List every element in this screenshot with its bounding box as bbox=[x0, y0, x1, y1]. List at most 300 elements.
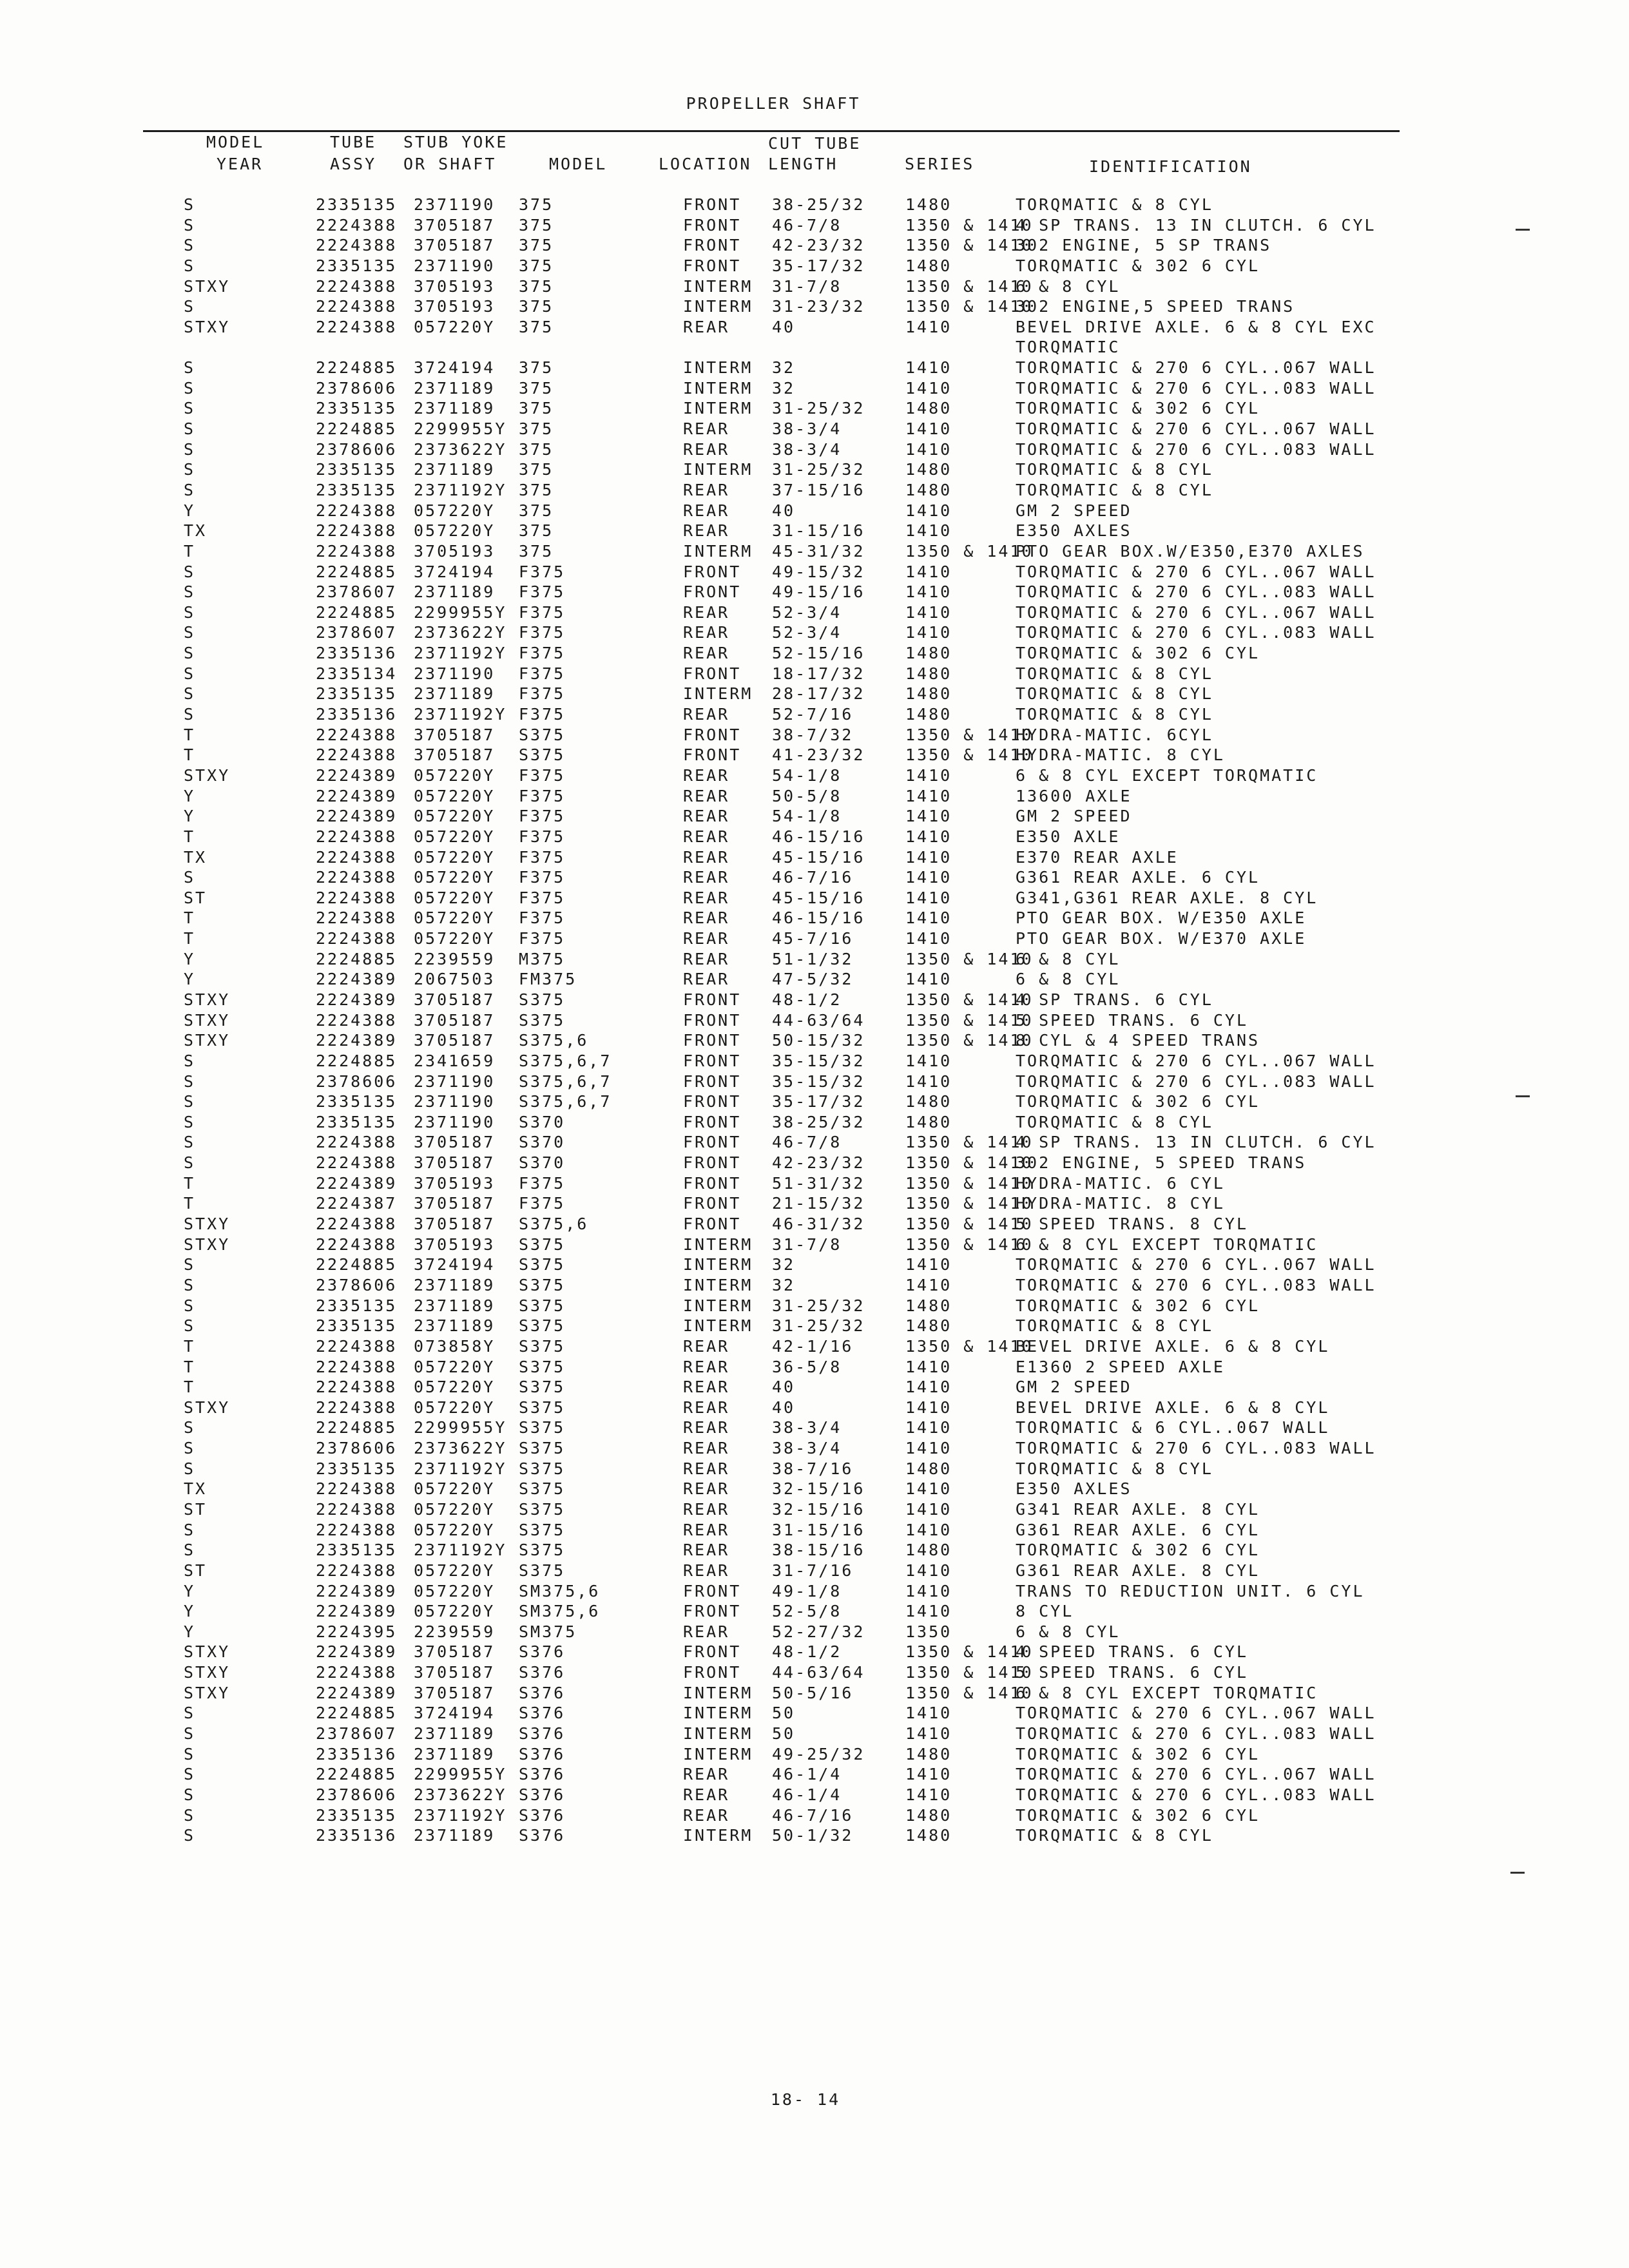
stub-yoke-cell: 2067503 bbox=[414, 970, 496, 989]
cut-tube-length-cell: 50-5/8 bbox=[772, 786, 842, 805]
table-row bbox=[0, 1541, 1629, 1561]
model-year-cell: Y bbox=[184, 1602, 196, 1621]
cut-tube-length-cell: 46-7/8 bbox=[772, 215, 842, 235]
stub-yoke-cell: 3705187 bbox=[414, 1194, 496, 1213]
stub-yoke-cell: 057220Y bbox=[414, 786, 496, 805]
series-cell: 1410 bbox=[905, 623, 952, 642]
model-year-cell: STXY bbox=[184, 1235, 231, 1254]
cut-tube-length-cell: 32 bbox=[772, 378, 796, 398]
table-row bbox=[0, 521, 1629, 542]
table-row bbox=[0, 766, 1629, 787]
series-cell: 1480 bbox=[905, 684, 952, 704]
model-cell: F375 bbox=[519, 765, 566, 785]
stub-yoke-cell: 3705187 bbox=[414, 215, 496, 235]
series-cell: 1480 bbox=[905, 1541, 952, 1560]
table-row bbox=[0, 216, 1629, 236]
stub-yoke-cell: 057220Y bbox=[414, 827, 496, 846]
tube-assy-cell: 2224885 bbox=[316, 1704, 398, 1723]
stub-yoke-cell: 2371189 bbox=[414, 1744, 496, 1763]
series-cell: 1350 & 1410 bbox=[905, 1010, 1034, 1030]
model-year-cell: S bbox=[184, 1112, 196, 1131]
table-row bbox=[0, 970, 1629, 990]
model-cell: S375 bbox=[519, 745, 566, 765]
cut-tube-length-cell: 35-17/32 bbox=[772, 1092, 865, 1111]
identification-cell: HYDRA-MATIC. 8 CYL bbox=[1016, 1194, 1225, 1213]
location-cell: INTERM bbox=[683, 541, 753, 561]
cut-tube-length-cell: 38-7/32 bbox=[772, 725, 854, 744]
stub-yoke-cell: 057220Y bbox=[414, 1378, 496, 1397]
tube-assy-cell: 2378606 bbox=[316, 1072, 398, 1091]
model-year-cell: S bbox=[184, 1439, 196, 1458]
table-row bbox=[0, 460, 1629, 481]
stub-yoke-cell: 057220Y bbox=[414, 1500, 496, 1519]
table-row bbox=[0, 1826, 1629, 1847]
model-year-cell: STXY bbox=[184, 1398, 231, 1417]
cut-tube-length-cell: 40 bbox=[772, 1378, 796, 1397]
table-row bbox=[0, 1153, 1629, 1174]
model-cell: 375 bbox=[519, 439, 554, 459]
margin-mark bbox=[1516, 1095, 1530, 1097]
location-cell: REAR bbox=[683, 501, 730, 520]
stub-yoke-cell: 2371190 bbox=[414, 256, 496, 275]
model-cell: S375,6,7 bbox=[519, 1092, 612, 1111]
tube-assy-cell: 2224388 bbox=[316, 521, 398, 541]
model-cell: S375,6,7 bbox=[519, 1072, 612, 1091]
model-cell: F375 bbox=[519, 684, 566, 704]
location-cell: FRONT bbox=[683, 1092, 742, 1111]
location-cell: FRONT bbox=[683, 1153, 742, 1173]
header-model: MODEL bbox=[549, 155, 608, 173]
model-cell: 375 bbox=[519, 215, 554, 235]
stub-yoke-cell: 2371189 bbox=[414, 1316, 496, 1336]
model-year-cell: T bbox=[184, 725, 196, 744]
margin-mark bbox=[1510, 1872, 1525, 1874]
model-cell: S370 bbox=[519, 1112, 566, 1131]
table-row bbox=[0, 297, 1629, 318]
series-cell: 1480 bbox=[905, 1316, 952, 1336]
model-year-cell: S bbox=[184, 1296, 196, 1315]
table-row bbox=[0, 338, 1629, 358]
table-row bbox=[0, 481, 1629, 501]
model-cell: S375,6,7 bbox=[519, 1051, 612, 1070]
identification-cell: TORQMATIC & 8 CYL bbox=[1016, 1316, 1213, 1336]
location-cell: FRONT bbox=[683, 990, 742, 1009]
header-identification: IDENTIFICATION bbox=[1089, 157, 1252, 176]
location-cell: INTERM bbox=[683, 1744, 753, 1763]
identification-cell: TORQMATIC & 8 CYL bbox=[1016, 664, 1213, 683]
identification-cell: 5 SPEED TRANS. 6 CYL bbox=[1016, 1663, 1249, 1682]
model-year-cell: S bbox=[184, 1072, 196, 1091]
series-cell: 1480 bbox=[905, 1092, 952, 1111]
series-cell: 1480 bbox=[905, 1744, 952, 1763]
series-cell: 1410 bbox=[905, 1785, 952, 1804]
tube-assy-cell: 2224388 bbox=[316, 1235, 398, 1254]
model-cell: S375 bbox=[519, 1479, 566, 1499]
tube-assy-cell: 2224885 bbox=[316, 1765, 398, 1784]
location-cell: INTERM bbox=[683, 1275, 753, 1294]
location-cell: INTERM bbox=[683, 460, 753, 479]
model-cell: S375 bbox=[519, 1010, 566, 1030]
stub-yoke-cell: 3705187 bbox=[414, 725, 496, 744]
model-year-cell: S bbox=[184, 562, 196, 581]
table-row bbox=[0, 542, 1629, 562]
model-year-cell: S bbox=[184, 215, 196, 235]
tube-assy-cell: 2335135 bbox=[316, 256, 398, 275]
location-cell: FRONT bbox=[683, 1051, 742, 1070]
location-cell: REAR bbox=[683, 439, 730, 459]
model-cell: S376 bbox=[519, 1826, 566, 1845]
model-cell: 375 bbox=[519, 317, 554, 336]
identification-cell: 4 SP TRANS. 6 CYL bbox=[1016, 990, 1213, 1009]
table-row bbox=[0, 1011, 1629, 1032]
tube-assy-cell: 2224885 bbox=[316, 1255, 398, 1274]
cut-tube-length-cell: 38-3/4 bbox=[772, 419, 842, 439]
tube-assy-cell: 2224388 bbox=[316, 541, 398, 561]
model-cell: F375 bbox=[519, 1173, 566, 1193]
identification-cell: E350 AXLES bbox=[1016, 1479, 1132, 1499]
cut-tube-length-cell: 45-31/32 bbox=[772, 541, 865, 561]
model-cell: S375,6 bbox=[519, 1031, 589, 1050]
tube-assy-cell: 2224885 bbox=[316, 602, 398, 622]
tube-assy-cell: 2224389 bbox=[316, 807, 398, 826]
model-cell: F375 bbox=[519, 847, 566, 867]
model-year-cell: S bbox=[184, 1153, 196, 1173]
table-row bbox=[0, 1724, 1629, 1745]
table-row bbox=[0, 1174, 1629, 1195]
model-year-cell: STXY bbox=[184, 317, 231, 336]
stub-yoke-cell: 2371190 bbox=[414, 1072, 496, 1091]
tube-assy-cell: 2224389 bbox=[316, 1173, 398, 1193]
model-cell: SM375,6 bbox=[519, 1581, 601, 1600]
table-row bbox=[0, 1582, 1629, 1602]
series-cell: 1410 bbox=[905, 888, 952, 907]
series-cell: 1350 bbox=[905, 1622, 952, 1641]
model-year-cell: S bbox=[184, 1316, 196, 1336]
tube-assy-cell: 2224388 bbox=[316, 1663, 398, 1682]
identification-cell: 13600 AXLE bbox=[1016, 786, 1132, 805]
model-cell: 375 bbox=[519, 358, 554, 378]
cut-tube-length-cell: 52-5/8 bbox=[772, 1602, 842, 1621]
table-row bbox=[0, 1561, 1629, 1582]
stub-yoke-cell: 2239559 bbox=[414, 949, 496, 968]
tube-assy-cell: 2335135 bbox=[316, 1459, 398, 1478]
model-year-cell: STXY bbox=[184, 765, 231, 785]
location-cell: INTERM bbox=[683, 276, 753, 296]
table-row bbox=[0, 1296, 1629, 1317]
model-cell: S376 bbox=[519, 1724, 566, 1744]
tube-assy-cell: 2224395 bbox=[316, 1622, 398, 1641]
table-row bbox=[0, 318, 1629, 338]
table-row bbox=[0, 1031, 1629, 1052]
table-row bbox=[0, 1052, 1629, 1072]
series-cell: 1350 & 1410 bbox=[905, 725, 1034, 744]
series-cell: 1410 bbox=[905, 378, 952, 398]
table-row bbox=[0, 1418, 1629, 1439]
table-row bbox=[0, 889, 1629, 909]
model-year-cell: S bbox=[184, 378, 196, 398]
table-row bbox=[0, 1316, 1629, 1337]
tube-assy-cell: 2224389 bbox=[316, 786, 398, 805]
cut-tube-length-cell: 52-3/4 bbox=[772, 602, 842, 622]
identification-cell: G361 REAR AXLE. 8 CYL bbox=[1016, 1561, 1260, 1580]
location-cell: REAR bbox=[683, 807, 730, 826]
model-cell: FM375 bbox=[519, 970, 577, 989]
tube-assy-cell: 2224388 bbox=[316, 1378, 398, 1397]
tube-assy-cell: 2224387 bbox=[316, 1194, 398, 1213]
stub-yoke-cell: 057220Y bbox=[414, 1520, 496, 1539]
table-row bbox=[0, 1785, 1629, 1806]
tube-assy-cell: 2224388 bbox=[316, 276, 398, 296]
identification-cell: TORQMATIC & 270 6 CYL..067 WALL bbox=[1016, 1051, 1376, 1070]
table-row bbox=[0, 440, 1629, 461]
series-cell: 1410 bbox=[905, 1418, 952, 1437]
location-cell: REAR bbox=[683, 1357, 730, 1376]
table-row bbox=[0, 1235, 1629, 1256]
identification-cell: 6 & 8 CYL bbox=[1016, 1622, 1121, 1641]
table-row bbox=[0, 950, 1629, 970]
identification-cell: TORQMATIC & 8 CYL bbox=[1016, 480, 1213, 499]
location-cell: FRONT bbox=[683, 236, 742, 255]
table-row bbox=[0, 990, 1629, 1011]
tube-assy-cell: 2224885 bbox=[316, 1418, 398, 1437]
model-cell: F375 bbox=[519, 582, 566, 602]
cut-tube-length-cell: 51-1/32 bbox=[772, 949, 854, 968]
stub-yoke-cell: 3705187 bbox=[414, 990, 496, 1009]
table-row bbox=[0, 1765, 1629, 1785]
identification-cell: TORQMATIC & 270 6 CYL..067 WALL bbox=[1016, 358, 1376, 378]
series-cell: 1410 bbox=[905, 1051, 952, 1070]
series-cell: 1350 & 1410 bbox=[905, 1642, 1034, 1662]
stub-yoke-cell: 3705187 bbox=[414, 1133, 496, 1152]
model-year-cell: S bbox=[184, 460, 196, 479]
series-cell: 1410 bbox=[905, 1581, 952, 1600]
model-cell: S370 bbox=[519, 1133, 566, 1152]
series-cell: 1350 & 1410 bbox=[905, 276, 1034, 296]
cut-tube-length-cell: 31-15/16 bbox=[772, 1520, 865, 1539]
series-cell: 1410 bbox=[905, 765, 952, 785]
stub-yoke-cell: 3724194 bbox=[414, 358, 496, 378]
stub-yoke-cell: 3705187 bbox=[414, 1010, 496, 1030]
series-cell: 1410 bbox=[905, 827, 952, 846]
model-cell: SM375,6 bbox=[519, 1602, 601, 1621]
identification-cell: 6 & 8 CYL bbox=[1016, 970, 1121, 989]
model-cell: S375 bbox=[519, 1520, 566, 1539]
location-cell: FRONT bbox=[683, 1112, 742, 1131]
model-year-cell: S bbox=[184, 623, 196, 642]
cut-tube-length-cell: 48-1/2 bbox=[772, 990, 842, 1009]
stub-yoke-cell: 3705187 bbox=[414, 1642, 496, 1662]
stub-yoke-cell: 3724194 bbox=[414, 562, 496, 581]
table-row bbox=[0, 1276, 1629, 1296]
series-cell: 1350 & 1410 bbox=[905, 745, 1034, 765]
table-row bbox=[0, 501, 1629, 522]
table-row bbox=[0, 603, 1629, 624]
series-cell: 1410 bbox=[905, 1520, 952, 1539]
model-cell: 375 bbox=[519, 521, 554, 541]
header-cut-2: LENGTH bbox=[768, 155, 838, 173]
model-year-cell: ST bbox=[184, 1500, 207, 1519]
stub-yoke-cell: 3705187 bbox=[414, 745, 496, 765]
cut-tube-length-cell: 49-1/8 bbox=[772, 1581, 842, 1600]
model-cell: 375 bbox=[519, 378, 554, 398]
cut-tube-length-cell: 31-25/32 bbox=[772, 1296, 865, 1315]
stub-yoke-cell: 057220Y bbox=[414, 888, 496, 907]
series-cell: 1410 bbox=[905, 807, 952, 826]
model-cell: S375 bbox=[519, 1336, 566, 1356]
cut-tube-length-cell: 32 bbox=[772, 358, 796, 378]
cut-tube-length-cell: 50 bbox=[772, 1724, 796, 1744]
cut-tube-length-cell: 38-15/16 bbox=[772, 1541, 865, 1560]
tube-assy-cell: 2335136 bbox=[316, 1826, 398, 1845]
model-cell: S375 bbox=[519, 1296, 566, 1315]
identification-cell: PTO GEAR BOX. W/E370 AXLE bbox=[1016, 929, 1307, 948]
location-cell: INTERM bbox=[683, 378, 753, 398]
series-cell: 1350 & 1410 bbox=[905, 1683, 1034, 1702]
location-cell: INTERM bbox=[683, 1255, 753, 1274]
cut-tube-length-cell: 46-7/8 bbox=[772, 1133, 842, 1152]
series-cell: 1350 & 1410 bbox=[905, 1215, 1034, 1234]
cut-tube-length-cell: 51-31/32 bbox=[772, 1173, 865, 1193]
model-year-cell: S bbox=[184, 1418, 196, 1437]
stub-yoke-cell: 057220Y bbox=[414, 521, 496, 541]
identification-cell: 6 & 8 CYL EXCEPT TORQMATIC bbox=[1016, 1235, 1318, 1254]
tube-assy-cell: 2224388 bbox=[316, 827, 398, 846]
model-year-cell: S bbox=[184, 1133, 196, 1152]
model-cell: S376 bbox=[519, 1663, 566, 1682]
model-cell: S375,6 bbox=[519, 1215, 589, 1234]
identification-cell: HYDRA-MATIC. 8 CYL bbox=[1016, 745, 1225, 765]
model-cell: 375 bbox=[519, 195, 554, 214]
cut-tube-length-cell: 31-7/16 bbox=[772, 1561, 854, 1580]
stub-yoke-cell: 3705193 bbox=[414, 1173, 496, 1193]
location-cell: FRONT bbox=[683, 725, 742, 744]
location-cell: REAR bbox=[683, 970, 730, 989]
cut-tube-length-cell: 46-1/4 bbox=[772, 1785, 842, 1804]
cut-tube-length-cell: 35-15/32 bbox=[772, 1051, 865, 1070]
identification-cell: TORQMATIC & 8 CYL bbox=[1016, 705, 1213, 724]
location-cell: FRONT bbox=[683, 1133, 742, 1152]
location-cell: REAR bbox=[683, 908, 730, 928]
identification-cell: E370 REAR AXLE bbox=[1016, 847, 1179, 867]
tube-assy-cell: 2378606 bbox=[316, 1275, 398, 1294]
model-year-cell: S bbox=[184, 684, 196, 704]
identification-cell: TRANS TO REDUCTION UNIT. 6 CYL bbox=[1016, 1581, 1365, 1600]
tube-assy-cell: 2224389 bbox=[316, 990, 398, 1009]
table-row bbox=[0, 1806, 1629, 1827]
model-cell: S375 bbox=[519, 1255, 566, 1274]
header-series: SERIES bbox=[905, 155, 975, 173]
table-row bbox=[0, 1337, 1629, 1358]
cut-tube-length-cell: 31-25/32 bbox=[772, 460, 865, 479]
tube-assy-cell: 2224388 bbox=[316, 1520, 398, 1539]
identification-cell: BEVEL DRIVE AXLE. 6 & 8 CYL bbox=[1016, 1336, 1330, 1356]
stub-yoke-cell: 2373622Y bbox=[414, 1785, 507, 1804]
table-row bbox=[0, 1479, 1629, 1500]
location-cell: REAR bbox=[683, 521, 730, 541]
location-cell: INTERM bbox=[683, 1683, 753, 1702]
identification-cell: TORQMATIC & 270 6 CYL..067 WALL bbox=[1016, 602, 1376, 622]
model-cell: S375 bbox=[519, 1378, 566, 1397]
margin-mark bbox=[1516, 229, 1530, 231]
cut-tube-length-cell: 46-15/16 bbox=[772, 908, 865, 928]
tube-assy-cell: 2224388 bbox=[316, 1500, 398, 1519]
location-cell: REAR bbox=[683, 705, 730, 724]
model-cell: M375 bbox=[519, 949, 566, 968]
location-cell: REAR bbox=[683, 1336, 730, 1356]
table-row bbox=[0, 664, 1629, 685]
model-year-cell: S bbox=[184, 1785, 196, 1804]
identification-cell: TORQMATIC & 302 6 CYL bbox=[1016, 644, 1260, 663]
table-row bbox=[0, 1378, 1629, 1398]
location-cell: FRONT bbox=[683, 562, 742, 581]
stub-yoke-cell: 3724194 bbox=[414, 1704, 496, 1723]
model-year-cell: T bbox=[184, 908, 196, 928]
location-cell: FRONT bbox=[683, 1663, 742, 1682]
table-row bbox=[0, 908, 1629, 929]
cut-tube-length-cell: 38-3/4 bbox=[772, 1418, 842, 1437]
series-cell: 1410 bbox=[905, 602, 952, 622]
stub-yoke-cell: 057220Y bbox=[414, 1398, 496, 1417]
table-row bbox=[0, 195, 1629, 216]
cut-tube-length-cell: 45-15/16 bbox=[772, 847, 865, 867]
identification-cell: TORQMATIC & 302 6 CYL bbox=[1016, 1805, 1260, 1825]
table-row bbox=[0, 1704, 1629, 1724]
identification-cell: G361 REAR AXLE. 6 CYL bbox=[1016, 868, 1260, 887]
cut-tube-length-cell: 45-15/16 bbox=[772, 888, 865, 907]
table-row bbox=[0, 684, 1629, 705]
tube-assy-cell: 2335135 bbox=[316, 460, 398, 479]
identification-cell: GM 2 SPEED bbox=[1016, 1378, 1132, 1397]
series-cell: 1480 bbox=[905, 1296, 952, 1315]
model-year-cell: S bbox=[184, 1805, 196, 1825]
identification-cell: TORQMATIC & 270 6 CYL..067 WALL bbox=[1016, 419, 1376, 439]
location-cell: REAR bbox=[683, 419, 730, 439]
table-row bbox=[0, 1642, 1629, 1663]
identification-cell: TORQMATIC & 8 CYL bbox=[1016, 1459, 1213, 1478]
cut-tube-length-cell: 38-3/4 bbox=[772, 439, 842, 459]
series-cell: 1350 & 1410 bbox=[905, 297, 1034, 316]
model-cell: S375 bbox=[519, 1357, 566, 1376]
tube-assy-cell: 2224388 bbox=[316, 725, 398, 744]
location-cell: FRONT bbox=[683, 1173, 742, 1193]
series-cell: 1410 bbox=[905, 1398, 952, 1417]
table-row bbox=[0, 644, 1629, 664]
header-tube-2: ASSY bbox=[330, 155, 377, 173]
model-year-cell: T bbox=[184, 1194, 196, 1213]
tube-assy-cell: 2224388 bbox=[316, 297, 398, 316]
model-year-cell: S bbox=[184, 664, 196, 683]
model-cell: 375 bbox=[519, 419, 554, 439]
identification-cell: TORQMATIC & 270 6 CYL..083 WALL bbox=[1016, 1724, 1376, 1744]
table-row bbox=[0, 1215, 1629, 1235]
stub-yoke-cell: 057220Y bbox=[414, 847, 496, 867]
series-cell: 1350 & 1410 bbox=[905, 949, 1034, 968]
tube-assy-cell: 2224388 bbox=[316, 1357, 398, 1376]
location-cell: REAR bbox=[683, 623, 730, 642]
stub-yoke-cell: 2371190 bbox=[414, 1092, 496, 1111]
stub-yoke-cell: 2371192Y bbox=[414, 705, 507, 724]
tube-assy-cell: 2224389 bbox=[316, 1683, 398, 1702]
identification-cell: TORQMATIC bbox=[1016, 338, 1121, 357]
identification-cell: 5 SPEED TRANS. 8 CYL bbox=[1016, 1215, 1249, 1234]
table-row bbox=[0, 1602, 1629, 1622]
identification-cell: 6 & 8 CYL EXCEPT TORQMATIC bbox=[1016, 765, 1318, 785]
location-cell: INTERM bbox=[683, 1724, 753, 1744]
model-cell: 375 bbox=[519, 399, 554, 418]
model-year-cell: S bbox=[184, 1765, 196, 1784]
model-cell: S375 bbox=[519, 725, 566, 744]
cut-tube-length-cell: 35-15/32 bbox=[772, 1072, 865, 1091]
